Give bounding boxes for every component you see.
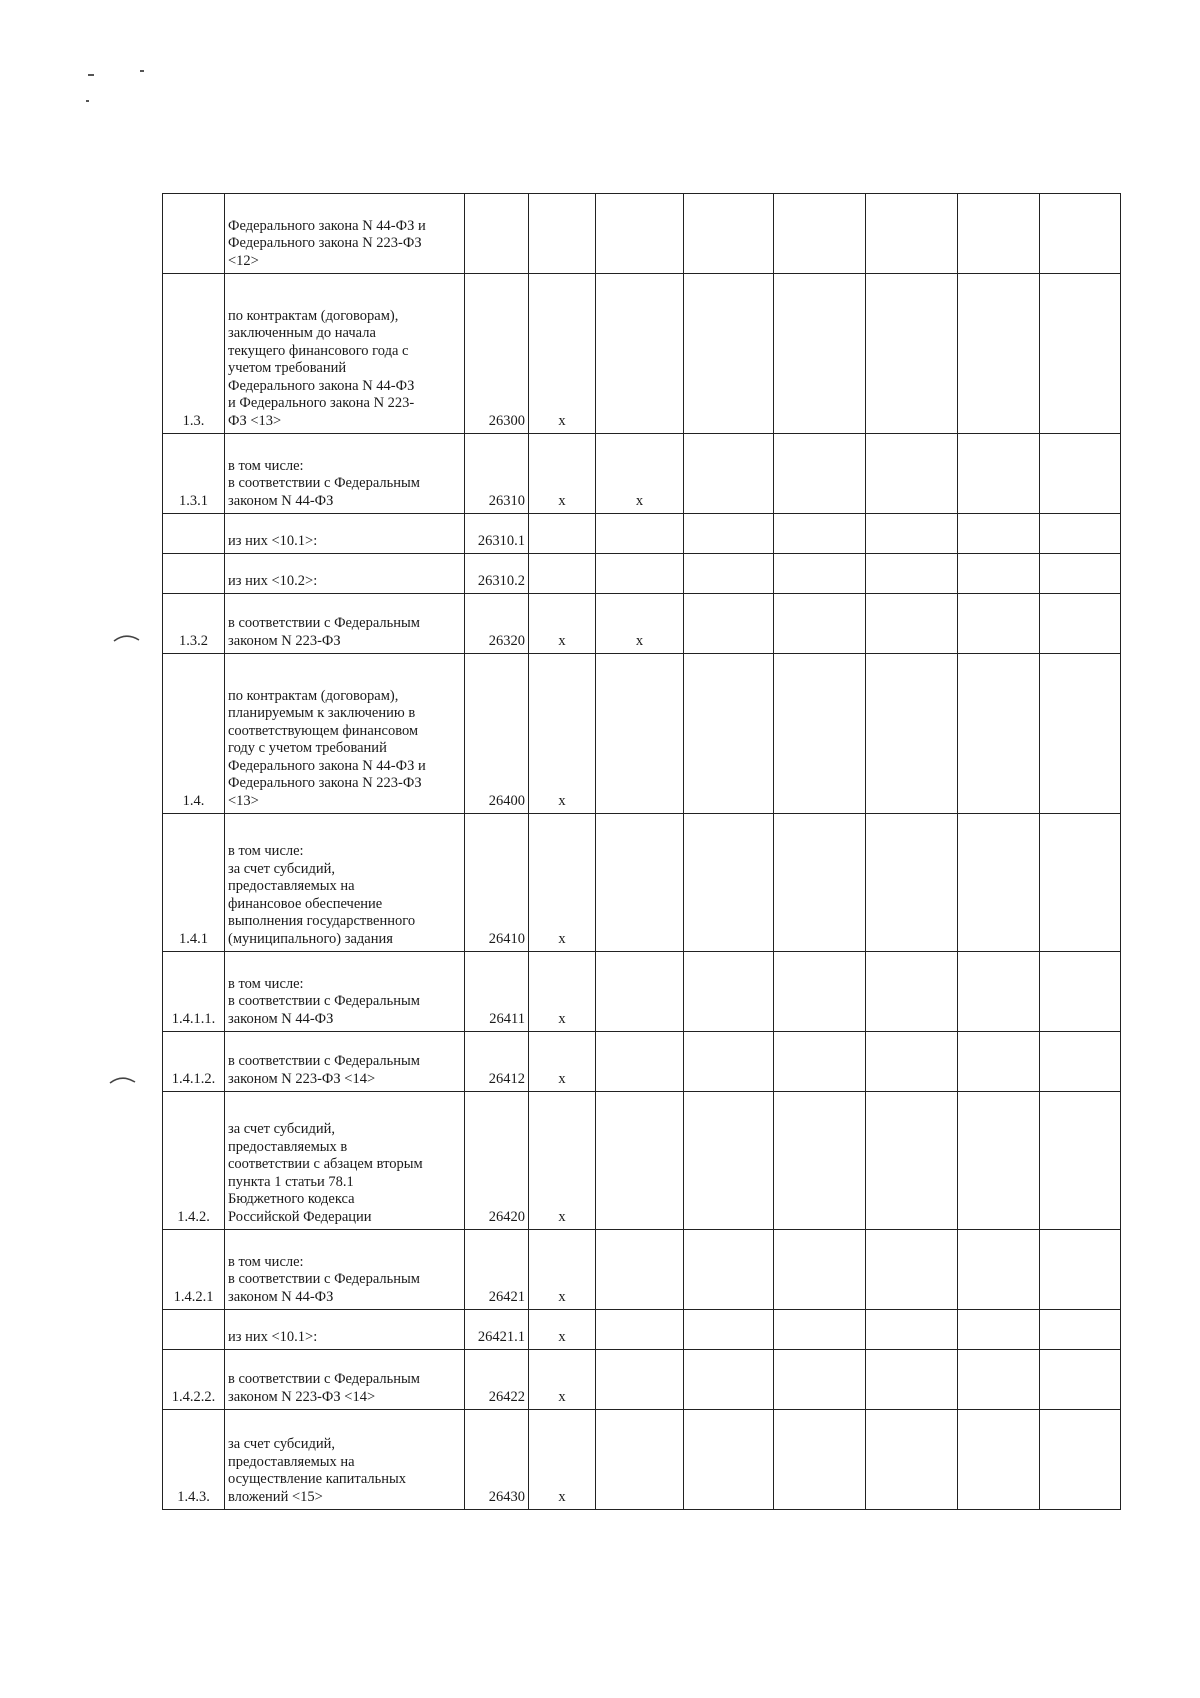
empty-cell: [1040, 654, 1121, 814]
empty-cell: [684, 514, 774, 554]
empty-cell: [866, 554, 958, 594]
empty-cell: [684, 434, 774, 514]
row-name-line: планируемым к заключению в: [228, 705, 416, 721]
empty-cell: [958, 514, 1040, 554]
empty-cell: [866, 1092, 958, 1230]
table-row: [163, 1092, 1121, 1230]
row-mark-cell: x: [529, 594, 596, 654]
row-name-line: предоставляемых на: [228, 878, 355, 894]
row-name-line: Федерального закона N 44-ФЗ: [228, 377, 415, 394]
row-name-cell: [225, 1350, 465, 1410]
table-row: [163, 194, 1121, 274]
row-mark-cell: x: [529, 1092, 596, 1230]
empty-cell: [1040, 1350, 1121, 1410]
empty-cell: [1040, 1410, 1121, 1510]
document-table-wrapper: [162, 193, 1120, 1510]
row-name-cell: [225, 434, 465, 514]
row-number-cell: 1.4.2.: [163, 1092, 225, 1230]
empty-cell: [1040, 554, 1121, 594]
row-name-cell: [225, 514, 465, 554]
row-name-line: Федерального закона N 44-ФЗ и: [228, 217, 426, 234]
row-name-line: в соответствии с Федеральным: [228, 475, 420, 491]
empty-cell: [774, 554, 866, 594]
row-name-line: в соответствии с Федеральным: [228, 1271, 420, 1287]
row-name-line: в соответствии с Федеральным: [228, 615, 420, 631]
row-name-line: Федерального закона N 223-ФЗ: [228, 235, 422, 251]
row-name-line: текущего финансового года с: [228, 342, 409, 359]
row-name-line: законом N 44-ФЗ: [228, 1010, 334, 1027]
row-name-line: в соответствии с Федеральным: [228, 1371, 420, 1387]
empty-cell: [774, 1410, 866, 1510]
row-mark-cell: x: [529, 1350, 596, 1410]
row-name-line: из них <10.1>:: [228, 1328, 318, 1345]
row-number-cell: [163, 194, 225, 274]
row-name-line: предоставляемых на: [228, 1453, 355, 1470]
row-name-line: в том числе:: [228, 843, 304, 859]
row-name-line: заключенным до начала: [228, 325, 376, 341]
row-name-line: осуществление капитальных: [228, 1471, 407, 1487]
row-code-cell: 26400: [465, 654, 529, 814]
table-row: [163, 1310, 1121, 1350]
row-name-line: Федерального закона N 44-ФЗ и: [228, 757, 426, 774]
row-mark-cell: x: [596, 594, 684, 654]
empty-cell: [866, 594, 958, 654]
empty-cell: [1040, 514, 1121, 554]
table-row: [163, 814, 1121, 952]
row-mark-cell: x: [529, 1410, 596, 1510]
empty-cell: [958, 1032, 1040, 1092]
empty-cell: [1040, 434, 1121, 514]
row-mark-cell: x: [529, 1230, 596, 1310]
empty-cell: [958, 194, 1040, 274]
empty-cell: [1040, 1092, 1121, 1230]
row-code-cell: 26422: [465, 1350, 529, 1410]
row-name-line: Российской Федерации: [228, 1208, 372, 1225]
empty-cell: [774, 952, 866, 1032]
empty-cell: [1040, 274, 1121, 434]
row-name-line: из них <10.1>:: [228, 532, 318, 549]
row-code-cell: 26300: [465, 274, 529, 434]
empty-cell: [684, 1350, 774, 1410]
empty-cell: [958, 554, 1040, 594]
empty-cell: [958, 1230, 1040, 1310]
row-name-line: за счет субсидий,: [228, 860, 336, 877]
row-name-line: соответствии с абзацем вторым: [228, 1156, 423, 1172]
margin-mark: [112, 630, 142, 644]
empty-cell: [774, 1032, 866, 1092]
row-name-line: из них <10.2>:: [228, 572, 318, 589]
table-row: [163, 434, 1121, 514]
row-name-line: законом N 223-ФЗ <14>: [228, 1388, 376, 1405]
row-name-line: законом N 44-ФЗ: [228, 1288, 334, 1305]
row-mark-cell: [596, 814, 684, 952]
row-mark-cell: [596, 274, 684, 434]
empty-cell: [866, 434, 958, 514]
row-code-cell: 26310: [465, 434, 529, 514]
row-name-line: пункта 1 статьи 78.1: [228, 1173, 354, 1190]
table-row: [163, 952, 1121, 1032]
empty-cell: [866, 274, 958, 434]
row-number-cell: 1.3.: [163, 274, 225, 434]
empty-cell: [866, 514, 958, 554]
empty-cell: [958, 1350, 1040, 1410]
row-name-line: выполнения государственного: [228, 913, 416, 929]
row-name-line: соответствующем финансовом: [228, 722, 419, 739]
empty-cell: [958, 274, 1040, 434]
row-number-cell: [163, 1310, 225, 1350]
table-row: [163, 554, 1121, 594]
row-name-line: в соответствии с Федеральным: [228, 1053, 420, 1069]
row-code-cell: 26412: [465, 1032, 529, 1092]
row-name-line: и Федерального закона N 223-: [228, 395, 415, 411]
empty-cell: [866, 1410, 958, 1510]
empty-cell: [774, 1092, 866, 1230]
row-number-cell: 1.4.1.1.: [163, 952, 225, 1032]
empty-cell: [958, 594, 1040, 654]
empty-cell: [866, 1032, 958, 1092]
empty-cell: [1040, 1230, 1121, 1310]
row-name-line: по контрактам (договорам),: [228, 307, 399, 324]
row-name-line: ФЗ <13>: [228, 412, 282, 429]
row-number-cell: 1.4.: [163, 654, 225, 814]
empty-cell: [958, 1410, 1040, 1510]
row-code-cell: 26420: [465, 1092, 529, 1230]
row-mark-cell: [596, 1230, 684, 1310]
empty-cell: [774, 814, 866, 952]
table-body: [163, 194, 1121, 1510]
row-mark-cell: x: [529, 952, 596, 1032]
empty-cell: [958, 952, 1040, 1032]
row-name-line: предоставляемых в: [228, 1138, 348, 1155]
row-code-cell: 26310.2: [465, 554, 529, 594]
table-row: [163, 1230, 1121, 1310]
empty-cell: [774, 1230, 866, 1310]
row-number-cell: 1.4.2.1: [163, 1230, 225, 1310]
table-row: [163, 1032, 1121, 1092]
empty-cell: [684, 1310, 774, 1350]
row-mark-cell: [596, 1092, 684, 1230]
empty-cell: [958, 1092, 1040, 1230]
scan-speck: [88, 74, 94, 76]
row-name-line: законом N 223-ФЗ: [228, 632, 341, 649]
row-name-cell: [225, 654, 465, 814]
row-name-line: законом N 223-ФЗ <14>: [228, 1070, 376, 1087]
row-code-cell: 26411: [465, 952, 529, 1032]
row-mark-cell: [596, 554, 684, 594]
row-mark-cell: [596, 194, 684, 274]
empty-cell: [774, 1310, 866, 1350]
row-name-line: в соответствии с Федеральным: [228, 993, 420, 1009]
row-number-cell: [163, 554, 225, 594]
empty-cell: [1040, 952, 1121, 1032]
row-name-cell: [225, 1410, 465, 1510]
row-name-line: учетом требований: [228, 360, 347, 376]
row-mark-cell: [529, 514, 596, 554]
row-name-line: в том числе:: [228, 1253, 304, 1270]
empty-cell: [1040, 814, 1121, 952]
empty-cell: [774, 274, 866, 434]
row-name-cell: [225, 274, 465, 434]
row-mark-cell: [529, 194, 596, 274]
empty-cell: [774, 514, 866, 554]
row-name-cell: [225, 814, 465, 952]
table-row: [163, 514, 1121, 554]
row-name-cell: [225, 194, 465, 274]
empty-cell: [866, 814, 958, 952]
row-name-line: финансовое обеспечение: [228, 895, 383, 912]
row-name-cell: [225, 952, 465, 1032]
row-mark-cell: x: [529, 274, 596, 434]
empty-cell: [958, 1310, 1040, 1350]
empty-cell: [684, 814, 774, 952]
empty-cell: [866, 1350, 958, 1410]
table-row: [163, 654, 1121, 814]
empty-cell: [684, 554, 774, 594]
row-name-line: в том числе:: [228, 975, 304, 992]
row-number-cell: 1.4.2.2.: [163, 1350, 225, 1410]
empty-cell: [866, 1230, 958, 1310]
row-number-cell: 1.3.2: [163, 594, 225, 654]
scan-speck: [140, 70, 144, 72]
empty-cell: [684, 952, 774, 1032]
row-name-cell: [225, 1230, 465, 1310]
row-name-line: году с учетом требований: [228, 740, 387, 756]
scan-speck: [86, 100, 89, 102]
row-mark-cell: x: [529, 1310, 596, 1350]
row-mark-cell: [529, 554, 596, 594]
row-mark-cell: x: [529, 434, 596, 514]
empty-cell: [1040, 1032, 1121, 1092]
empty-cell: [1040, 594, 1121, 654]
row-mark-cell: x: [529, 814, 596, 952]
row-name-line: Федерального закона N 223-ФЗ: [228, 775, 422, 791]
row-code-cell: 26310.1: [465, 514, 529, 554]
empty-cell: [866, 194, 958, 274]
row-mark-cell: [596, 514, 684, 554]
row-code-cell: 26320: [465, 594, 529, 654]
table-row: [163, 1350, 1121, 1410]
row-code-cell: 26410: [465, 814, 529, 952]
row-mark-cell: [596, 1410, 684, 1510]
row-name-line: <13>: [228, 792, 259, 809]
row-name-cell: [225, 554, 465, 594]
row-code-cell: [465, 194, 529, 274]
row-name-cell: [225, 1310, 465, 1350]
row-number-cell: 1.3.1: [163, 434, 225, 514]
empty-cell: [684, 654, 774, 814]
empty-cell: [684, 1230, 774, 1310]
empty-cell: [684, 1032, 774, 1092]
empty-cell: [774, 194, 866, 274]
empty-cell: [866, 1310, 958, 1350]
row-number-cell: 1.4.3.: [163, 1410, 225, 1510]
empty-cell: [774, 434, 866, 514]
table-row: [163, 594, 1121, 654]
row-mark-cell: [596, 1350, 684, 1410]
row-number-cell: 1.4.1: [163, 814, 225, 952]
empty-cell: [684, 594, 774, 654]
row-name-line: законом N 44-ФЗ: [228, 492, 334, 509]
row-name-cell: [225, 1092, 465, 1230]
row-mark-cell: [596, 1032, 684, 1092]
row-name-line: за счет субсидий,: [228, 1121, 336, 1137]
row-name-cell: [225, 594, 465, 654]
empty-cell: [866, 952, 958, 1032]
empty-cell: [774, 654, 866, 814]
row-name-line: по контрактам (договорам),: [228, 687, 399, 704]
row-mark-cell: [596, 1310, 684, 1350]
row-mark-cell: [596, 654, 684, 814]
empty-cell: [684, 1410, 774, 1510]
empty-cell: [1040, 194, 1121, 274]
row-number-cell: 1.4.1.2.: [163, 1032, 225, 1092]
row-name-line: Бюджетного кодекса: [228, 1191, 355, 1207]
empty-cell: [684, 194, 774, 274]
row-code-cell: 26430: [465, 1410, 529, 1510]
row-mark-cell: x: [529, 654, 596, 814]
empty-cell: [684, 274, 774, 434]
row-name-cell: [225, 1032, 465, 1092]
document-table: [162, 193, 1121, 1510]
row-mark-cell: [596, 952, 684, 1032]
table-row: [163, 1410, 1121, 1510]
row-name-line: <12>: [228, 252, 259, 269]
empty-cell: [774, 594, 866, 654]
row-name-line: в том числе:: [228, 457, 304, 474]
row-mark-cell: x: [529, 1032, 596, 1092]
row-code-cell: 26421.1: [465, 1310, 529, 1350]
empty-cell: [958, 434, 1040, 514]
row-mark-cell: x: [596, 434, 684, 514]
margin-mark: [108, 1072, 138, 1086]
empty-cell: [958, 654, 1040, 814]
empty-cell: [866, 654, 958, 814]
row-name-line: вложений <15>: [228, 1488, 323, 1505]
empty-cell: [684, 1092, 774, 1230]
empty-cell: [1040, 1310, 1121, 1350]
row-name-line: за счет субсидий,: [228, 1436, 336, 1452]
row-code-cell: 26421: [465, 1230, 529, 1310]
table-row: [163, 274, 1121, 434]
empty-cell: [958, 814, 1040, 952]
row-number-cell: [163, 514, 225, 554]
row-name-line: (муниципального) задания: [228, 930, 393, 947]
empty-cell: [774, 1350, 866, 1410]
